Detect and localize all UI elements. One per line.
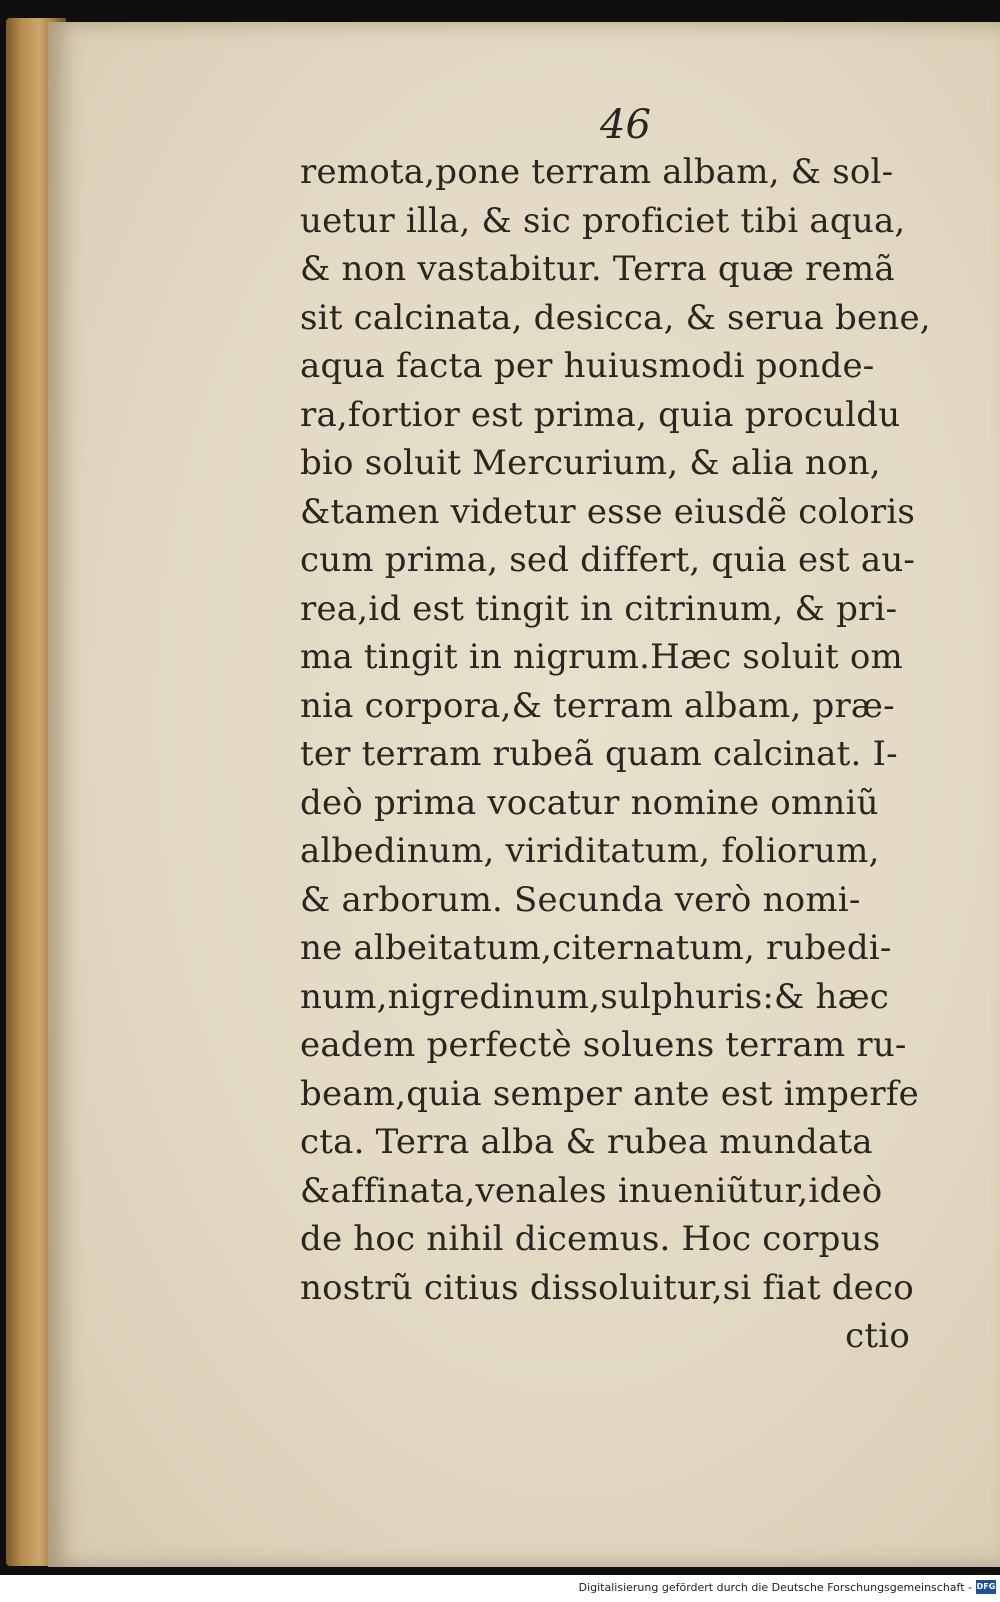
text-line: remota,pone terram albam, & sol- (300, 152, 894, 192)
body-text (300, 148, 940, 1361)
text-line: cum prima, sed differt, quia est au- (300, 540, 916, 580)
text-line: &tamen videtur esse eiusdẽ coloris (300, 491, 916, 532)
text-line: albedinum, viriditatum, foliorum, (300, 831, 880, 871)
page-number: 46 (600, 102, 651, 148)
dfg-logo: DFG (976, 1580, 996, 1594)
text-line: & arborum. Secunda verò nomi- (300, 879, 861, 920)
text-line: aqua facta per huiusmodi ponde- (300, 346, 875, 386)
text-line: cta. Terra alba & rubea mundata (300, 1122, 873, 1162)
text-line: ra,fortior est prima, quia proculdu (300, 394, 901, 435)
text-line: & non vastabitur. Terra quæ remã (300, 249, 895, 289)
text-line: uetur illa, & sic proficiet tibi aqua, (300, 200, 906, 241)
footer-bar (0, 1575, 1000, 1602)
text-line: bio soluit Mercurium, & alia non, (300, 443, 881, 483)
catchword: ctio (845, 1316, 910, 1356)
text-line: de hoc nihil dicemus. Hoc corpus (300, 1219, 881, 1259)
text-line: &affinata,venales inueniũtur,ideò (300, 1170, 883, 1211)
text-line: nostrũ citius dissoluitur,si fiat deco (300, 1267, 914, 1308)
text-line: rea,id est tingit in citrinum, & pri- (300, 588, 898, 629)
text-line: sit calcinata, desicca, & serua bene, (300, 297, 931, 338)
text-line: ne albeitatum,citernatum, rubedi- (300, 928, 892, 968)
text-line: ma tingit in nigrum.Hæc soluit om (300, 637, 903, 677)
text-line: eadem perfectè soluens terram ru- (300, 1025, 907, 1065)
text-line: ter terram rubeã quam calcinat. I- (300, 734, 898, 774)
text-line: beam,quia semper ante est imperfe (300, 1073, 919, 1114)
funding-credit: Digitalisierung gefördert durch die Deutsche Forschungsgemeinschaft - (578, 1581, 972, 1594)
text-line: num,nigredinum,sulphuris:& hæc (300, 976, 890, 1017)
text-line: nia corpora,& terram albam, præ- (300, 685, 895, 726)
text-line: deò prima vocatur nomine omniũ (300, 782, 879, 823)
